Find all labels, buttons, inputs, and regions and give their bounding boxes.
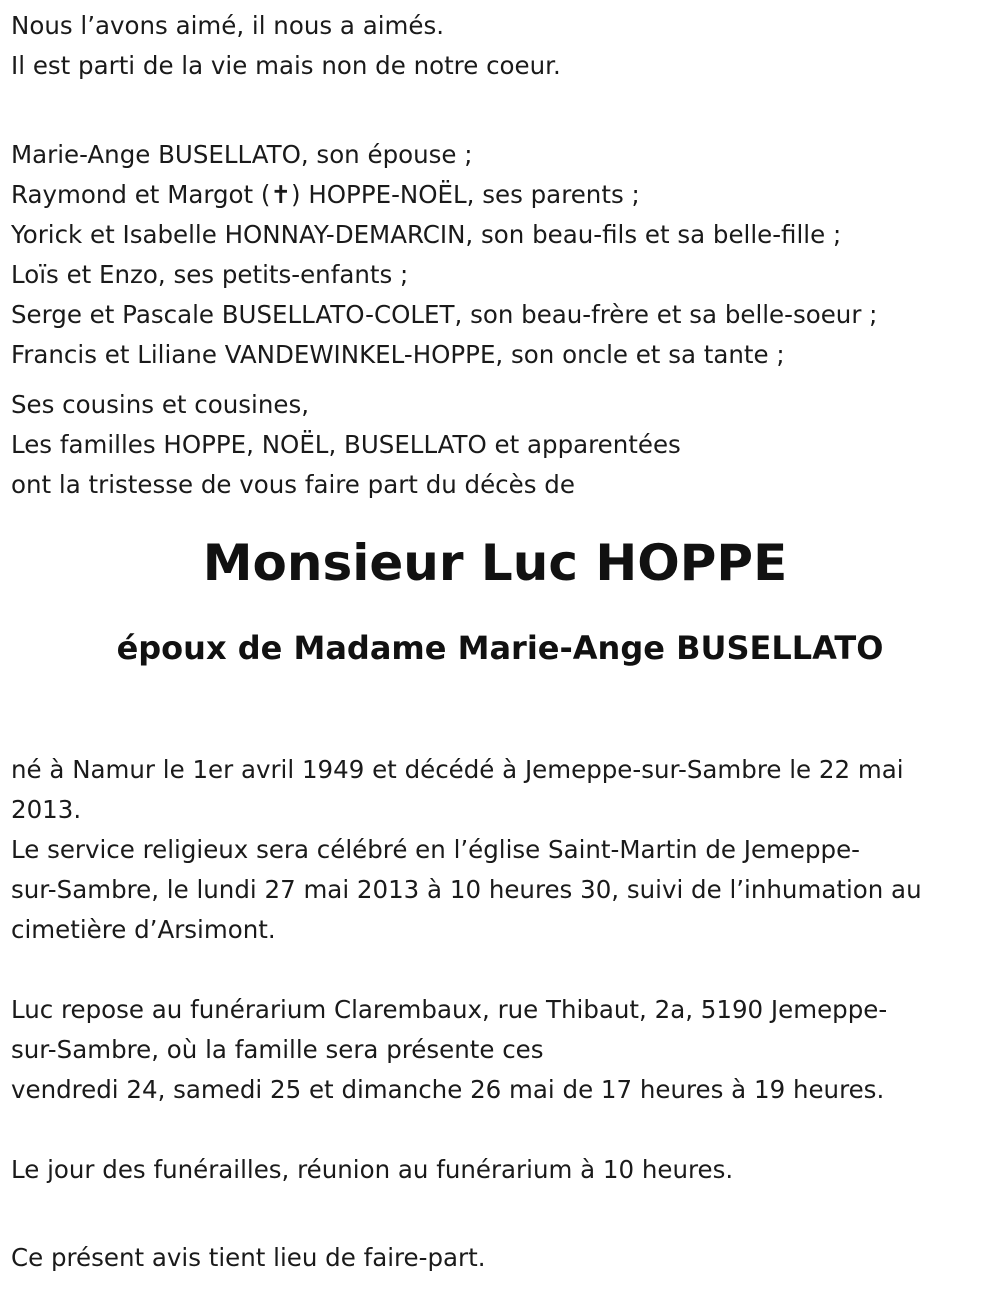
family-line-1: Marie-Ange BUSELLATO, son épouse ; bbox=[11, 140, 473, 169]
family-line-4: Loïs et Enzo, ses petits-enfants ; bbox=[11, 260, 409, 289]
visitation-line-2: sur-Sambre, où la famille sera présente ces bbox=[11, 1035, 544, 1064]
details-line-5: cimetière d’Arsimont. bbox=[11, 915, 276, 944]
details-line-3: Le service religieux sera célébré en l’église Saint-Martin de Jemeppe- bbox=[11, 835, 860, 864]
details-line-4: sur-Sambre, le lundi 27 mai 2013 à 10 heures 30, suivi de l’inhumation au bbox=[11, 875, 922, 904]
closing-line: Ce présent avis tient lieu de faire-part. bbox=[11, 1243, 486, 1272]
relatives-line-3: ont la tristesse de vous faire part du décès de bbox=[11, 470, 575, 499]
relatives-line-1: Ses cousins et cousines, bbox=[11, 390, 309, 419]
funeral-day-line: Le jour des funérailles, réunion au funérarium à 10 heures. bbox=[11, 1155, 734, 1184]
intro-line-2: Il est parti de la vie mais non de notre coeur. bbox=[11, 51, 561, 80]
family-line-3: Yorick et Isabelle HONNAY-DEMARCIN, son beau-fils et sa belle-fille ; bbox=[11, 220, 842, 249]
visitation-line-1: Luc repose au funérarium Clarembaux, rue Thibaut, 2a, 5190 Jemeppe- bbox=[11, 995, 888, 1024]
relatives-line-2: Les familles HOPPE, NOËL, BUSELLATO et apparentées bbox=[11, 430, 681, 459]
family-line-5: Serge et Pascale BUSELLATO-COLET, son beau-frère et sa belle-soeur ; bbox=[11, 300, 878, 329]
visitation-line-3: vendredi 24, samedi 25 et dimanche 26 mai de 17 heures à 19 heures. bbox=[11, 1075, 885, 1104]
intro-line-1: Nous l’avons aimé, il nous a aimés. bbox=[11, 11, 445, 40]
family-line-6: Francis et Liliane VANDEWINKEL-HOPPE, son oncle et sa tante ; bbox=[11, 340, 785, 369]
deceased-name: Monsieur Luc HOPPE bbox=[202, 534, 788, 592]
deceased-spouse: époux de Madame Marie-Ange BUSELLATO bbox=[116, 629, 884, 667]
details-line-1: né à Namur le 1er avril 1949 et décédé à Jemeppe-sur-Sambre le 22 mai bbox=[11, 755, 904, 784]
details-line-2: 2013. bbox=[11, 795, 82, 824]
family-line-2: Raymond et Margot (✝) HOPPE-NOËL, ses parents ; bbox=[11, 180, 640, 209]
